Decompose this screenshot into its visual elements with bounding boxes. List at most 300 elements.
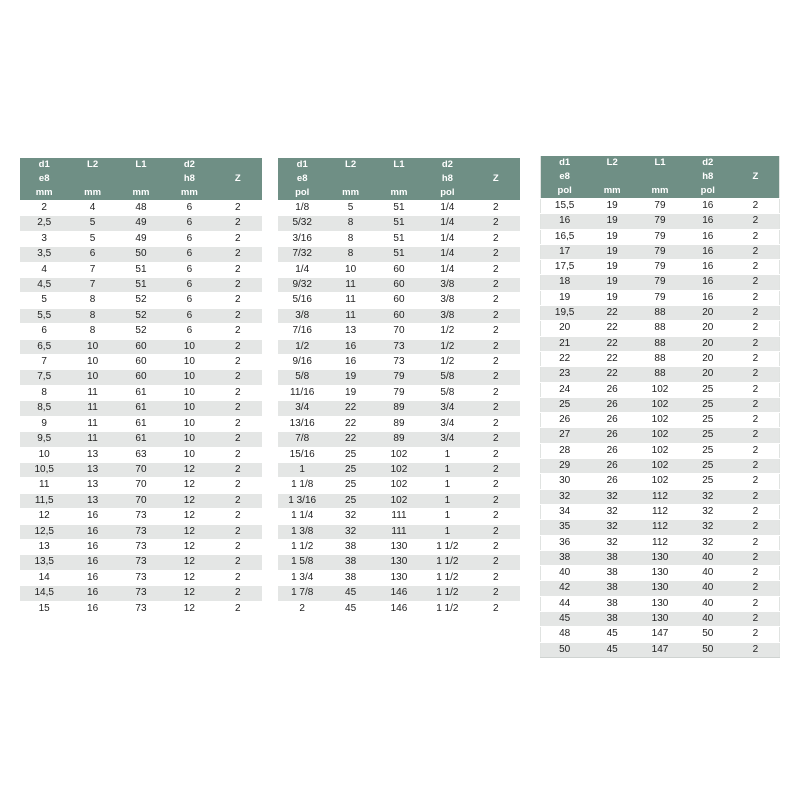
table-header	[278, 158, 520, 201]
table-row	[541, 214, 780, 229]
table-cell: 63	[117, 447, 165, 462]
table-row	[20, 509, 262, 524]
table-cell: 3,5	[20, 247, 68, 262]
table-cell: 20	[541, 321, 589, 336]
table-cell: 16	[68, 555, 116, 570]
table-cell: 51	[375, 201, 423, 216]
table-cell: 5/8	[423, 370, 471, 385]
table-cell: 2	[732, 336, 780, 351]
header-line: pol	[700, 185, 715, 196]
table-cell: 10	[68, 370, 116, 385]
table-row	[278, 524, 520, 539]
header-line: mm	[342, 187, 360, 198]
table-cell: 130	[375, 570, 423, 585]
table-cell: 1 3/16	[278, 493, 326, 508]
table-cell: 2	[732, 642, 780, 657]
table-cell: 13	[68, 462, 116, 477]
table-cell: 50	[541, 642, 589, 657]
table-cell: 40	[684, 566, 732, 581]
header-line: mm	[651, 185, 669, 196]
header-line: Z	[234, 173, 241, 184]
table-row	[541, 535, 780, 550]
table-cell: 1 3/4	[278, 570, 326, 585]
header-line: L1	[654, 157, 666, 168]
table-row	[20, 539, 262, 554]
column-header	[541, 156, 589, 199]
table-cell: 11	[326, 293, 374, 308]
table-cell: 2	[278, 601, 326, 616]
table-cell: 1/8	[278, 201, 326, 216]
table-row	[541, 275, 780, 290]
table-cell: 1	[423, 509, 471, 524]
table-row	[278, 447, 520, 462]
table-cell: 2	[472, 586, 520, 601]
table-row	[278, 370, 520, 385]
table-row	[541, 321, 780, 336]
table-cell: 102	[636, 459, 684, 474]
table-cell: 16	[326, 355, 374, 370]
table-row	[278, 416, 520, 431]
table-cell: 11	[68, 416, 116, 431]
table-cell: 2	[732, 581, 780, 596]
table-cell: 11	[20, 478, 68, 493]
table-cell: 4	[68, 201, 116, 216]
header-line	[117, 172, 165, 186]
table-row	[541, 566, 780, 581]
table-cell: 102	[636, 443, 684, 458]
table-cell: 1/2	[423, 339, 471, 354]
table-cell: 2	[732, 566, 780, 581]
table-cell: 10	[326, 262, 374, 277]
table-row	[278, 478, 520, 493]
table-cell: 40	[541, 566, 589, 581]
table-cell: 1 1/4	[278, 509, 326, 524]
table-cell: 19	[588, 244, 636, 259]
dimension-table-large	[540, 156, 780, 658]
table-row	[541, 474, 780, 489]
header-line: Z	[752, 171, 759, 182]
table-cell: 34	[541, 504, 589, 519]
table-cell: 9/32	[278, 278, 326, 293]
table-cell: 2	[472, 385, 520, 400]
table-row	[278, 432, 520, 447]
table-cell: 73	[375, 355, 423, 370]
table-cell: 19	[326, 370, 374, 385]
table-cell: 2	[214, 247, 262, 262]
table-cell: 79	[375, 370, 423, 385]
table-cell: 1/4	[423, 262, 471, 277]
table-cell: 1/2	[423, 324, 471, 339]
header-line	[326, 172, 374, 186]
table-cell: 12	[165, 462, 213, 477]
table-cell: 16,5	[541, 229, 589, 244]
table-cell: 20	[684, 351, 732, 366]
table-cell: 19	[588, 260, 636, 275]
table-cell: 2	[732, 596, 780, 611]
table-cell: 2	[214, 586, 262, 601]
table-cell: 130	[375, 555, 423, 570]
table-cell: 11/16	[278, 385, 326, 400]
table-cell: 102	[375, 462, 423, 477]
table-cell: 22	[326, 432, 374, 447]
header-line: mm	[603, 185, 621, 196]
table-cell: 2	[732, 535, 780, 550]
table-row	[541, 382, 780, 397]
table-header	[20, 158, 262, 201]
column-header	[423, 158, 471, 201]
table-cell: 32	[326, 509, 374, 524]
header-line: L1	[135, 159, 147, 170]
table-row	[541, 489, 780, 504]
header-line: e8	[559, 171, 570, 182]
table-cell: 51	[117, 262, 165, 277]
table-cell: 2	[472, 262, 520, 277]
table-cell: 2	[472, 201, 520, 216]
table-cell: 2	[732, 413, 780, 428]
table-cell: 1	[423, 462, 471, 477]
table-cell: 5/32	[278, 216, 326, 231]
table-cell: 5	[68, 216, 116, 231]
table-cell: 6	[165, 201, 213, 216]
header-line	[588, 170, 636, 184]
table-cell: 2	[472, 524, 520, 539]
table-cell: 12	[165, 601, 213, 616]
table-cell: 12	[165, 509, 213, 524]
header-line: d1	[296, 159, 308, 170]
table-cell: 25	[684, 474, 732, 489]
table-cell: 79	[636, 214, 684, 229]
table-cell: 61	[117, 416, 165, 431]
table-cell: 1 1/8	[278, 478, 326, 493]
table-cell: 16	[68, 509, 116, 524]
table-row	[20, 216, 262, 231]
table-cell: 1/4	[423, 231, 471, 246]
table-cell: 2	[472, 370, 520, 385]
table-cell: 32	[588, 504, 636, 519]
table-cell: 1/2	[423, 355, 471, 370]
table-cell: 2	[732, 382, 780, 397]
table-cell: 5/8	[278, 370, 326, 385]
table-cell: 3/4	[423, 401, 471, 416]
table-cell: 102	[636, 397, 684, 412]
table-row	[20, 262, 262, 277]
table-cell: 10	[20, 447, 68, 462]
table-cell: 11	[68, 401, 116, 416]
table-cell: 38	[588, 581, 636, 596]
column-header	[117, 158, 165, 201]
table-cell: 79	[636, 199, 684, 214]
table-cell: 1 1/2	[278, 539, 326, 554]
table-cell: 2	[732, 290, 780, 305]
table-row	[278, 201, 520, 216]
table-cell: 2	[472, 339, 520, 354]
table-cell: 88	[636, 321, 684, 336]
table-row	[541, 627, 780, 642]
table-body	[20, 201, 262, 616]
table-cell: 45	[326, 601, 374, 616]
table-cell: 13	[68, 478, 116, 493]
table-row	[541, 367, 780, 382]
table-cell: 73	[117, 509, 165, 524]
header-line: pol	[440, 187, 455, 198]
table-cell: 102	[636, 428, 684, 443]
table-cell: 2	[472, 447, 520, 462]
table-cell: 10,5	[20, 462, 68, 477]
header-line	[472, 186, 520, 200]
header-line	[636, 170, 684, 184]
table-cell: 61	[117, 385, 165, 400]
table-cell: 23	[541, 367, 589, 382]
table-row	[541, 336, 780, 351]
table-cell: 26	[588, 459, 636, 474]
table-cell: 13	[68, 447, 116, 462]
table-cell: 2	[214, 509, 262, 524]
table-cell: 50	[117, 247, 165, 262]
table-cell: 1 5/8	[278, 555, 326, 570]
table-cell: 28	[541, 443, 589, 458]
table-cell: 146	[375, 601, 423, 616]
table-cell: 38	[588, 550, 636, 565]
table-cell: 11	[68, 385, 116, 400]
table-cell: 2	[732, 199, 780, 214]
table-row	[20, 570, 262, 585]
table-cell: 1	[423, 524, 471, 539]
header-line	[472, 158, 520, 172]
table-cell: 32	[684, 535, 732, 550]
table-cell: 147	[636, 627, 684, 642]
table-body	[541, 199, 780, 658]
table-cell: 2	[732, 504, 780, 519]
table-cell: 25	[541, 397, 589, 412]
table-row	[20, 447, 262, 462]
table-cell: 24	[541, 382, 589, 397]
table-row	[20, 601, 262, 616]
table-cell: 36	[541, 535, 589, 550]
table-row	[20, 370, 262, 385]
table-cell: 16	[68, 586, 116, 601]
table-cell: 40	[684, 581, 732, 596]
table-cell: 2	[214, 262, 262, 277]
table-cell: 2	[472, 462, 520, 477]
table-cell: 3/8	[423, 278, 471, 293]
table-cell: 16	[541, 214, 589, 229]
table-cell: 5,5	[20, 308, 68, 323]
table-cell: 2	[732, 520, 780, 535]
table-row	[278, 462, 520, 477]
table-row	[278, 601, 520, 616]
table-cell: 2	[472, 293, 520, 308]
table-cell: 112	[636, 489, 684, 504]
table-row	[541, 397, 780, 412]
table-row	[20, 339, 262, 354]
header-line: h8	[441, 173, 453, 184]
header-line: pol	[295, 187, 310, 198]
column-header	[375, 158, 423, 201]
table-cell: 7/16	[278, 324, 326, 339]
header-line	[375, 172, 423, 186]
table-row	[20, 293, 262, 308]
table-cell: 10	[165, 401, 213, 416]
table-cell: 2	[732, 627, 780, 642]
table-cell: 2	[214, 231, 262, 246]
table-cell: 8	[20, 385, 68, 400]
table-row	[20, 278, 262, 293]
table-cell: 6	[165, 308, 213, 323]
table-row	[20, 401, 262, 416]
table-cell: 4,5	[20, 278, 68, 293]
table-cell: 73	[117, 570, 165, 585]
table-cell: 6	[165, 278, 213, 293]
table-cell: 79	[636, 260, 684, 275]
table-cell: 70	[117, 493, 165, 508]
table-cell: 25	[684, 428, 732, 443]
column-header	[472, 158, 520, 201]
table-cell: 89	[375, 432, 423, 447]
table-cell: 25	[326, 493, 374, 508]
table-cell: 38	[588, 612, 636, 627]
table-cell: 130	[636, 581, 684, 596]
table-cell: 1/4	[423, 247, 471, 262]
table-cell: 60	[375, 308, 423, 323]
table-cell: 2	[214, 278, 262, 293]
table-cell: 2	[214, 555, 262, 570]
table-cell: 3/4	[423, 432, 471, 447]
table-cell: 1 1/2	[423, 539, 471, 554]
table-row	[20, 231, 262, 246]
table-cell: 2	[732, 459, 780, 474]
table-row	[278, 493, 520, 508]
table-cell: 6	[165, 231, 213, 246]
table-cell: 19	[326, 385, 374, 400]
table-cell: 20	[684, 306, 732, 321]
table-cell: 38	[588, 596, 636, 611]
table-cell: 16	[326, 339, 374, 354]
table-cell: 22	[588, 306, 636, 321]
table-cell: 2	[214, 462, 262, 477]
table-cell: 102	[636, 382, 684, 397]
table-cell: 3/16	[278, 231, 326, 246]
table-cell: 12	[165, 524, 213, 539]
table-cell: 2	[732, 397, 780, 412]
table-cell: 2	[214, 385, 262, 400]
table-cell: 112	[636, 504, 684, 519]
table-cell: 26	[588, 413, 636, 428]
column-header	[588, 156, 636, 199]
table-cell: 88	[636, 306, 684, 321]
table-row	[541, 413, 780, 428]
table-cell: 60	[117, 355, 165, 370]
header-line	[214, 158, 262, 172]
table-row	[278, 308, 520, 323]
table-cell: 1 1/2	[423, 570, 471, 585]
table-cell: 20	[684, 367, 732, 382]
table-row	[541, 244, 780, 259]
table-cell: 50	[684, 627, 732, 642]
table-cell: 1	[423, 447, 471, 462]
dimension-table-metric	[20, 158, 262, 616]
table-cell: 4	[20, 262, 68, 277]
table-cell: 2	[732, 489, 780, 504]
table-cell: 2	[472, 539, 520, 554]
table-cell: 8	[326, 247, 374, 262]
table-cell: 5	[326, 201, 374, 216]
table-cell: 16	[68, 601, 116, 616]
table-cell: 26	[588, 474, 636, 489]
table-cell: 102	[375, 478, 423, 493]
table-header	[541, 156, 780, 199]
table-cell: 26	[588, 443, 636, 458]
header-line: d2	[441, 159, 453, 170]
column-header	[165, 158, 213, 201]
table-cell: 8,5	[20, 401, 68, 416]
table-cell: 2	[214, 478, 262, 493]
table-cell: 51	[117, 278, 165, 293]
header-line: mm	[132, 187, 150, 198]
table-cell: 89	[375, 416, 423, 431]
table-cell: 1/2	[278, 339, 326, 354]
table-cell: 6	[165, 324, 213, 339]
table-cell: 102	[375, 447, 423, 462]
header-line: e8	[38, 173, 50, 184]
table-cell: 2	[732, 260, 780, 275]
column-header	[214, 158, 262, 201]
table-cell: 73	[375, 339, 423, 354]
table-cell: 20	[684, 336, 732, 351]
table-cell: 12	[165, 478, 213, 493]
table-cell: 40	[684, 612, 732, 627]
table-cell: 14,5	[20, 586, 68, 601]
table-cell: 22	[326, 416, 374, 431]
table-cell: 29	[541, 459, 589, 474]
table-cell: 22	[588, 321, 636, 336]
table-cell: 6	[165, 262, 213, 277]
table-cell: 19,5	[541, 306, 589, 321]
table-cell: 22	[326, 401, 374, 416]
dimension-table-inch	[278, 158, 520, 616]
table-row	[278, 278, 520, 293]
table-cell: 27	[541, 428, 589, 443]
table-cell: 45	[541, 612, 589, 627]
table-cell: 25	[684, 413, 732, 428]
table-cell: 130	[636, 596, 684, 611]
table-cell: 10	[165, 339, 213, 354]
table-cell: 51	[375, 216, 423, 231]
table-cell: 61	[117, 401, 165, 416]
table-cell: 25	[326, 478, 374, 493]
table-cell: 60	[375, 278, 423, 293]
table-cell: 2	[472, 416, 520, 431]
table-cell: 12	[20, 509, 68, 524]
table-cell: 2	[732, 306, 780, 321]
table-cell: 6	[20, 324, 68, 339]
table-cell: 5	[68, 231, 116, 246]
table-cell: 32	[588, 489, 636, 504]
table-cell: 1 1/2	[423, 586, 471, 601]
table-cell: 5/16	[278, 293, 326, 308]
table-row	[20, 385, 262, 400]
table-row	[541, 290, 780, 305]
table-cell: 2	[214, 216, 262, 231]
table-cell: 16	[684, 260, 732, 275]
table-row	[20, 462, 262, 477]
table-cell: 12,5	[20, 524, 68, 539]
table-cell: 16	[68, 570, 116, 585]
table-cell: 5/8	[423, 385, 471, 400]
header-line: mm	[390, 187, 408, 198]
table-row	[20, 493, 262, 508]
table-cell: 2	[214, 370, 262, 385]
table-cell: 10	[165, 447, 213, 462]
